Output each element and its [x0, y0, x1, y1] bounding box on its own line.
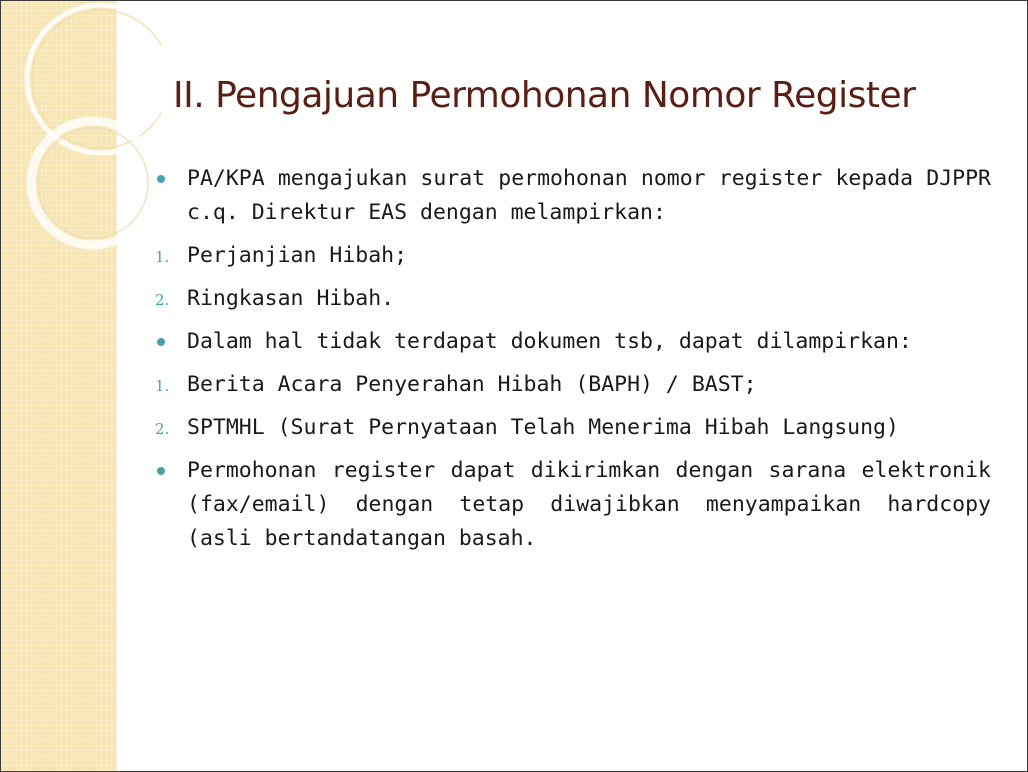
slide-title: II. Pengajuan Permohonan Nomor Register — [173, 75, 916, 116]
bullet-dot-icon — [157, 175, 165, 183]
number-marker — [151, 282, 181, 316]
number-label: 2. — [155, 291, 170, 309]
list-item — [151, 162, 991, 230]
number-marker — [151, 411, 181, 445]
list-item-text: PA/KPA mengajukan surat permohonan nomor register kepada DJPPR c.q. Direktur EAS dengan melampirkan: — [187, 166, 991, 225]
number-marker — [151, 368, 181, 402]
list-item — [151, 368, 991, 402]
bullet-marker — [151, 454, 181, 488]
list-item-text: Permohonan register dapat dikirimkan dengan sarana elektronik (fax/email) dengan tetap diwajibkan menyampaikan hardcopy (asli bertandatangan basah. — [187, 458, 991, 551]
list-item — [151, 454, 991, 556]
number-marker — [151, 239, 181, 273]
list-item-text: Ringkasan Hibah. — [187, 286, 395, 311]
number-label: 2. — [155, 420, 170, 438]
list-item — [151, 282, 991, 316]
list-item-text: Berita Acara Penyerahan Hibah (BAPH) / BAST; — [187, 372, 757, 397]
decorative-circles — [1, 1, 161, 261]
list-item-text: Dalam hal tidak terdapat dokumen tsb, dapat dilampirkan: — [187, 329, 912, 354]
bullet-dot-icon — [157, 467, 165, 475]
list-item — [151, 325, 991, 359]
slide-content — [151, 162, 991, 565]
list-item — [151, 239, 991, 273]
bullet-marker — [151, 162, 181, 196]
list-item-text: Perjanjian Hibah; — [187, 243, 408, 268]
list-item — [151, 411, 991, 445]
list-item-text: SPTMHL (Surat Pernyataan Telah Menerima Hibah Langsung) — [187, 415, 899, 440]
number-label: 1. — [155, 248, 170, 266]
bullet-dot-icon — [157, 338, 165, 346]
bullet-marker — [151, 325, 181, 359]
number-label: 1. — [155, 377, 170, 395]
